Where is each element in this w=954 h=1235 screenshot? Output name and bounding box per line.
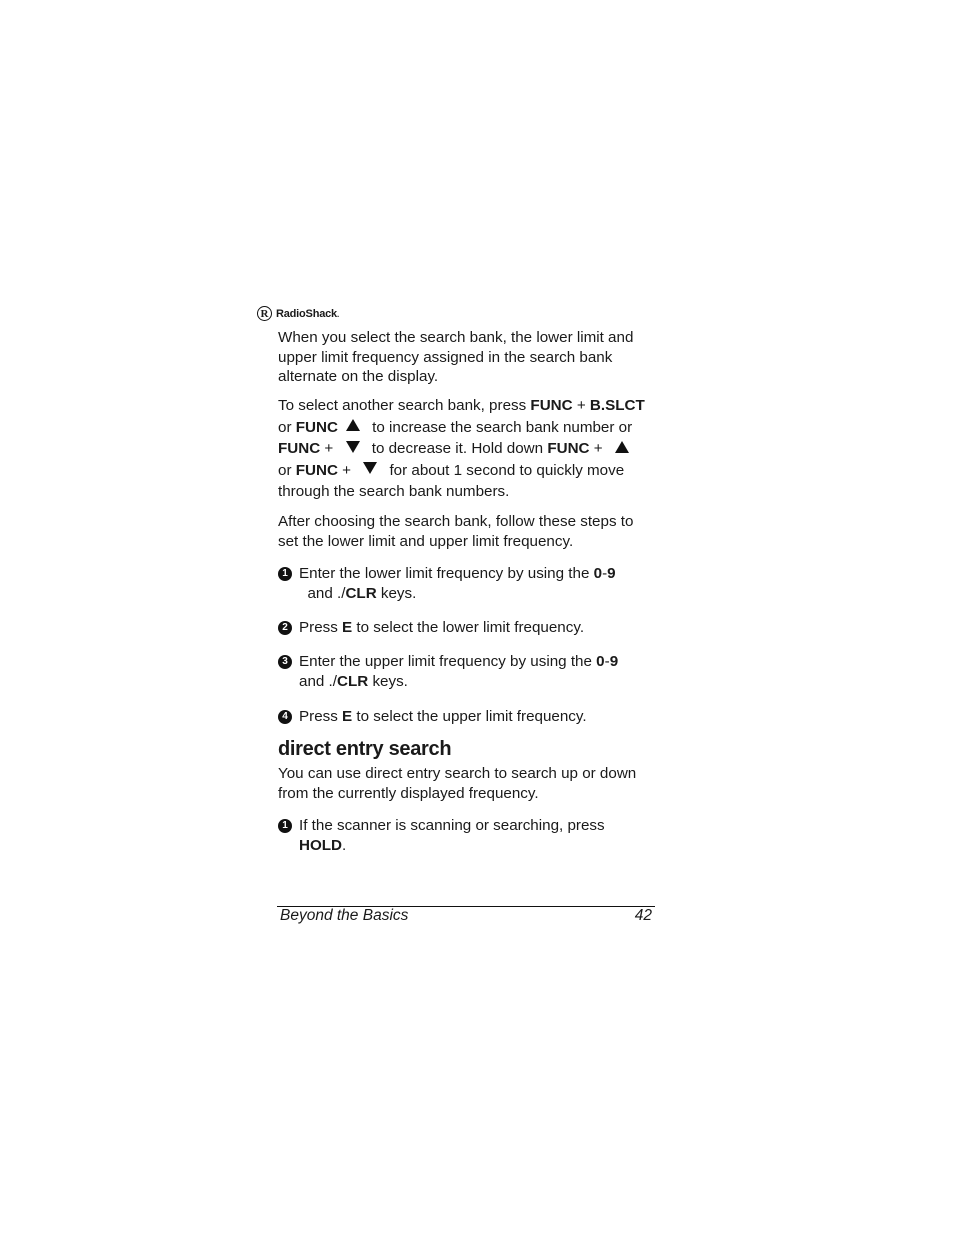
brand-logo bbox=[257, 306, 339, 321]
step-text: If the scanner is scanning or searching, press HOLD. bbox=[299, 817, 605, 854]
step-text: Press E to select the upper limit frequency. bbox=[299, 708, 587, 725]
step-4 bbox=[278, 707, 654, 727]
up-arrow-icon bbox=[615, 441, 629, 453]
brand-name: RadioShack. bbox=[276, 307, 339, 320]
step-number-icon: 1 bbox=[278, 819, 292, 833]
page-footer bbox=[277, 906, 655, 925]
step-3 bbox=[278, 652, 654, 692]
paragraph-direct-entry: You can use direct entry search to search up or down from the currently displayed frequency. bbox=[278, 765, 637, 802]
step-number-icon: 1 bbox=[278, 567, 292, 581]
paragraph-steps-intro: After choosing the search bank, follow these steps to set the lower limit and upper limit frequency. bbox=[278, 513, 634, 550]
step-text: Enter the lower limit frequency by using the 0-9 and ./CLR keys. bbox=[299, 565, 616, 602]
direct-entry-step-1 bbox=[278, 816, 654, 856]
down-arrow-icon bbox=[363, 462, 377, 474]
paragraph-intro: When you select the search bank, the lower limit and upper limit frequency assigned in the search bank alternate on the display. bbox=[278, 329, 634, 385]
step-1 bbox=[278, 564, 654, 604]
step-number-icon: 3 bbox=[278, 655, 292, 669]
footer-title: Beyond the Basics bbox=[280, 907, 409, 924]
up-arrow-icon bbox=[346, 419, 360, 431]
registered-mark-icon: R bbox=[257, 306, 272, 321]
step-number-icon: 2 bbox=[278, 621, 292, 635]
step-text: Enter the upper limit frequency by using the 0-9 and ./CLR keys. bbox=[299, 653, 619, 690]
page-number: 42 bbox=[634, 907, 652, 924]
down-arrow-icon bbox=[346, 441, 360, 453]
step-2 bbox=[278, 618, 654, 638]
paragraph-select-bank: To select another search bank, press FUNC + B.SLCT or FUNC to increase the search bank number or FUNC + to decrease it. Hold down FUNC + or FUNC + for about 1 second to quickly move through the search bank numbers. bbox=[278, 397, 645, 500]
section-heading: direct entry search bbox=[278, 738, 452, 760]
step-text: Press E to select the lower limit frequency. bbox=[299, 619, 585, 636]
step-number-icon: 4 bbox=[278, 710, 292, 724]
